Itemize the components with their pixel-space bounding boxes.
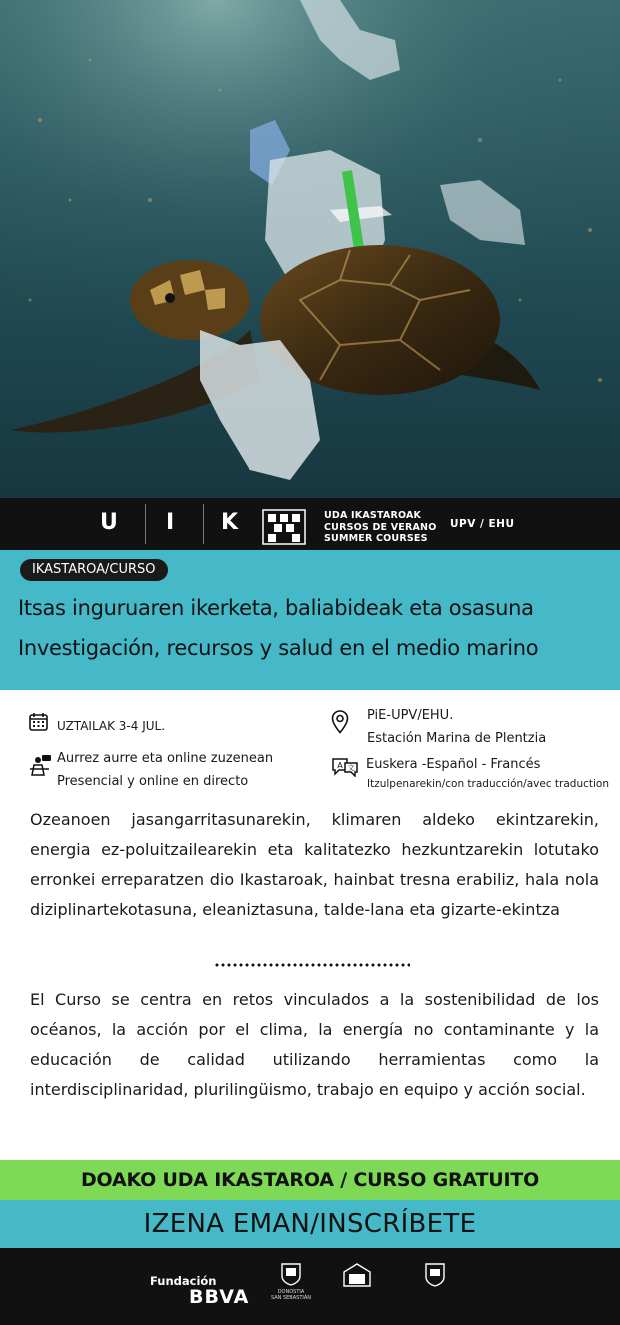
course-title-basque: Itsas inguruaren ikerketa, baliabideak eta osasuna	[18, 596, 534, 620]
description-spanish: El Curso se centra en retos vinculados a la sostenibilidad de los océanos, la acción por el clima, la energía no contaminante y la educación de calidad utilizando herramientas como la interdisciplinaridad, plurilingüismo, trabajo en equipo y acción social.	[30, 990, 599, 1099]
upv-ehu-label: UPV / EHU	[450, 518, 515, 530]
course-mode-basque: Aurrez aurre eta online zuzenean	[57, 751, 274, 766]
uik-letter-k: K	[221, 510, 240, 535]
svg-text:A: A	[337, 761, 343, 770]
gipuzkoa-assembly-logo-icon	[340, 1262, 374, 1292]
uik-letter-i: I	[166, 510, 176, 535]
donostia-coat-of-arms-icon	[280, 1262, 302, 1286]
sponsor-footer	[0, 1248, 620, 1325]
bbva-logo: BBVA	[189, 1286, 250, 1308]
languages: Euskera -Español - Francés	[366, 757, 541, 772]
venue-line-1: PiE-UPV/EHU.	[367, 708, 454, 723]
divider	[145, 504, 146, 544]
uik-line: UDA IKASTAROAK	[324, 510, 422, 521]
uik-header-bar	[0, 498, 620, 550]
course-title-band	[0, 550, 620, 690]
translation-note: Itzulpenarekin/con traducción/avec traduction	[367, 778, 609, 790]
course-date: UZTAILAK 3-4 JUL.	[57, 719, 166, 733]
translation-icon	[331, 757, 359, 777]
venue-line-2: Estación Marina de Plentzia	[367, 731, 547, 746]
hero-photo	[0, 0, 620, 498]
uik-letter-u: U	[100, 510, 119, 535]
donostia-caption: DONOSTIA SAN SEBASTIÁN	[270, 1289, 312, 1301]
uik-line: SUMMER COURSES	[324, 533, 428, 544]
uik-line: CURSOS DE VERANO	[324, 521, 437, 533]
signup-button[interactable]: IZENA EMAN/INSCRÍBETE	[0, 1200, 620, 1248]
calendar-icon	[29, 712, 48, 731]
gipuzkoa-provincial-council-logo-icon	[424, 1262, 446, 1288]
sea-turtle-plastic-illustration	[0, 0, 620, 498]
free-course-banner: DOAKO UDA IKASTAROA / CURSO GRATUITO	[0, 1160, 620, 1200]
presentation-icon	[29, 753, 53, 777]
course-tag-badge: IKASTAROA/CURSO	[20, 559, 168, 581]
course-mode-spanish: Presencial y online en directo	[57, 774, 249, 789]
summer-courses-lines	[324, 510, 437, 545]
course-info	[0, 690, 620, 800]
dotted-divider	[214, 963, 410, 967]
location-pin-icon	[331, 710, 349, 734]
description-basque: Ozeanoen jasangarritasunarekin, klimaren aldeko ekintzarekin, energia ez-poluitzailearekin eta kalitatezko hezkuntzarekin lotutako erronkei erreparatzen dio Ikastaroak, hainbat tresna erabiliz, hala nola diziplinartekotasuna, eleaniztasuna, talde-lana eta gizarte-ekintza	[30, 810, 599, 919]
course-title-spanish: Investigación, recursos y salud en el medio marino	[18, 636, 539, 660]
divider	[203, 504, 204, 544]
svg-text:文: 文	[347, 764, 355, 772]
fundacion-label: Fundación	[150, 1274, 217, 1288]
upv-ehu-logo-icon	[262, 502, 306, 546]
